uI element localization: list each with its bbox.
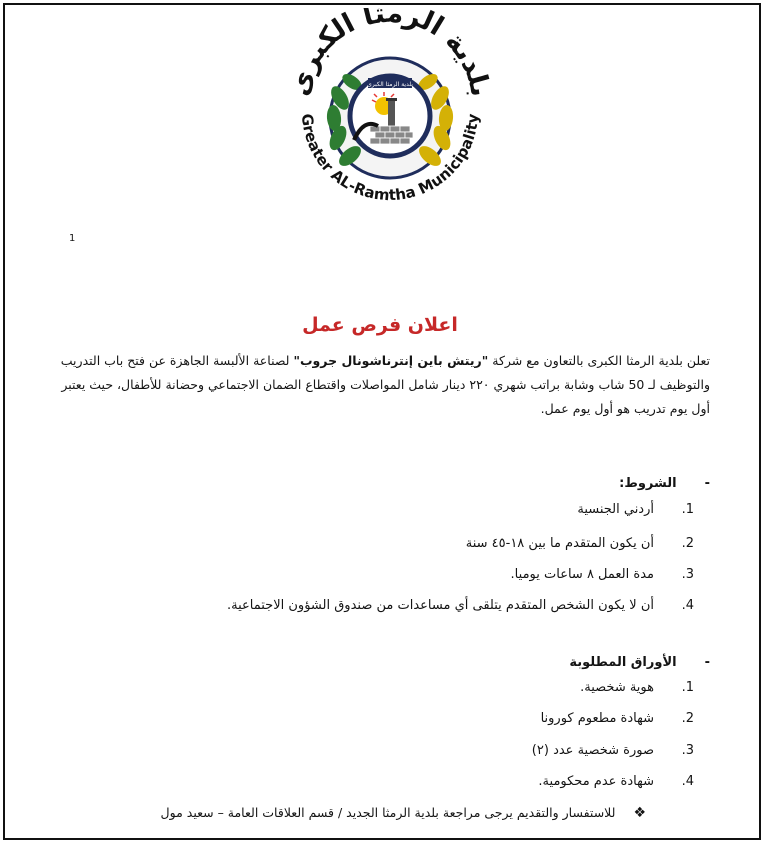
conditions-heading <box>619 476 710 491</box>
item-text: شهادة عدم محكومية. <box>538 774 654 789</box>
announcement-title: اعلان فرص عمل <box>302 314 458 336</box>
contact-footer <box>161 805 646 821</box>
logo-english-name: Greater AL-Ramtha Municipality <box>297 112 483 205</box>
list-item <box>541 711 694 726</box>
company-name: "ريتش باين إنترناشونال جروب" <box>293 353 489 368</box>
item-number: 4. <box>681 598 694 613</box>
item-text: أن يكون المتقدم ما بين ١٨-٤٥ سنة <box>465 536 654 551</box>
item-text: أردني الجنسية <box>577 502 654 517</box>
item-number: 2. <box>681 536 694 551</box>
item-text: مدة العمل ٨ ساعات يوميا. <box>510 567 654 582</box>
documents-heading-text: الأوراق المطلوبة <box>569 655 677 670</box>
item-text: أن لا يكون الشخص المتقدم يتلقى أي مساعدات من صندوق الشؤون الاجتماعية. <box>227 598 654 613</box>
municipality-logo <box>290 8 490 220</box>
list-item <box>511 567 694 582</box>
logo-arabic-name: دية الرمثا الكبر <box>292 8 490 80</box>
item-number: 1. <box>681 502 694 517</box>
documents-dash: - <box>704 655 710 670</box>
documents-heading <box>569 655 710 670</box>
list-item <box>580 680 694 695</box>
list-item <box>227 598 694 613</box>
item-text: هوية شخصية. <box>580 680 654 695</box>
conditions-dash: - <box>704 476 710 491</box>
item-number: 3. <box>681 743 694 758</box>
page-number: 1 <box>69 233 76 244</box>
item-number: 1. <box>681 680 694 695</box>
item-number: 3. <box>681 567 694 582</box>
item-text: شهادة مطعوم كورونا <box>540 711 654 726</box>
seal-inner-text: بلدية الرمثا الكبرى <box>367 81 413 88</box>
intro-text-start: تعلن بلدية الرمثا الكبرى بالتعاون مع شركة <box>488 353 710 368</box>
list-item <box>538 774 694 789</box>
item-text: صورة شخصية عدد (٢) <box>531 743 654 758</box>
item-number: 4. <box>681 774 694 789</box>
list-item <box>577 502 694 517</box>
list-item <box>466 536 694 551</box>
footer-text: للاستفسار والتقديم يرجى مراجعة بلدية الرمثا الجديد / قسم العلاقات العامة – سعيد مول <box>160 805 616 820</box>
list-item <box>532 743 694 758</box>
seal-emblem <box>326 58 454 178</box>
announcement-intro <box>60 349 710 421</box>
diamond-bullet-icon: ❖ <box>633 805 646 821</box>
conditions-heading-text: الشروط: <box>619 476 677 491</box>
item-number: 2. <box>681 711 694 726</box>
intro-text-end: لصناعة الألبسة الجاهزة عن فتح باب التدريب والتوظيف لـ 50 شاب وشابة براتب شهري ٢٢٠ دينار شامل المواصلات واقتطاع الضمان الاجتماعي وحضانة للأطفال، حيث يعتبر أول يوم تدريب هو أول يوم عمل. <box>60 353 710 416</box>
